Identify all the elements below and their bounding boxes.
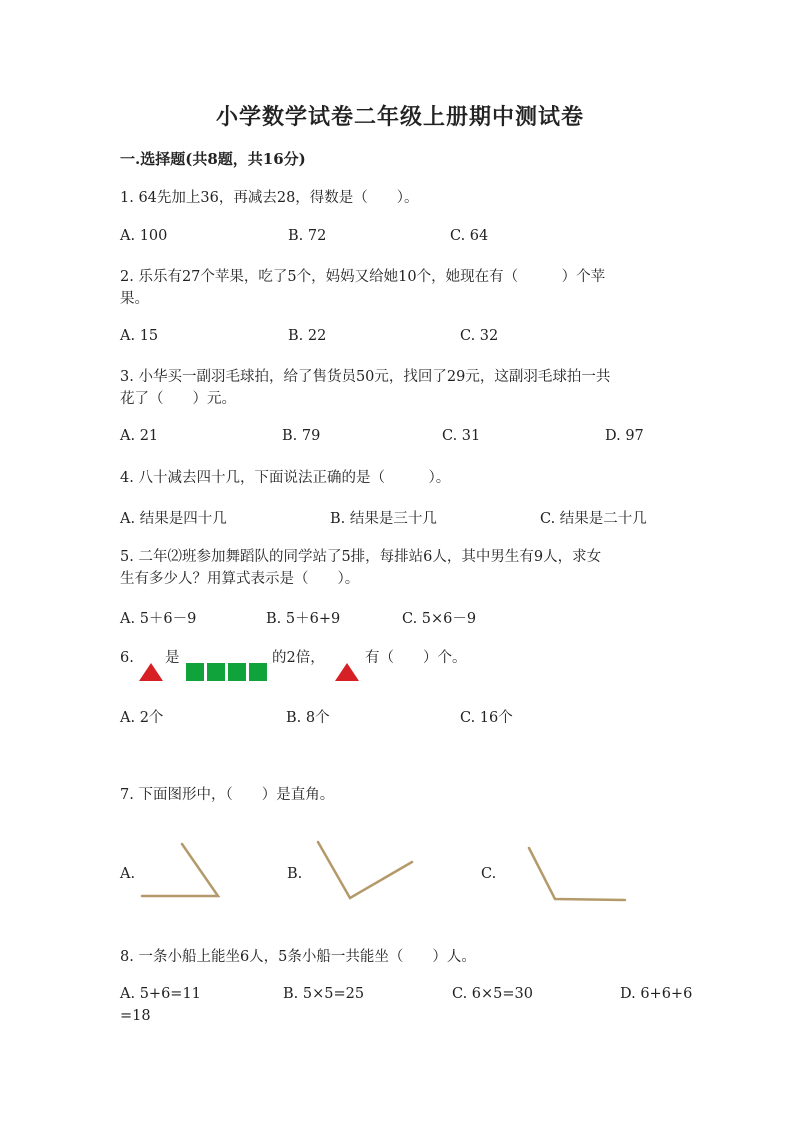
q4-option-a: A. 结果是四十几 bbox=[120, 511, 227, 527]
q8-option-b: B. 5×5=25 bbox=[283, 986, 365, 1002]
q1-option-b: B. 72 bbox=[288, 228, 327, 244]
question-4: 4. 八十减去四十几，下面说法正确的是（ ）。 bbox=[120, 470, 451, 486]
q6-option-c: C. 16个 bbox=[460, 710, 513, 726]
q8-option-a: A. 5+6=11 bbox=[120, 986, 201, 1002]
triangle-icon bbox=[139, 663, 163, 681]
q3-option-c: C. 31 bbox=[442, 428, 481, 444]
q5-option-c: C. 5×6－9 bbox=[402, 611, 477, 627]
square-icon bbox=[186, 663, 204, 681]
q2-option-b: B. 22 bbox=[288, 328, 327, 344]
question-6-has: 有（ ）个。 bbox=[365, 650, 467, 666]
q3-option-d: D. 97 bbox=[605, 428, 644, 444]
question-6-number: 6. bbox=[120, 650, 134, 666]
question-2-line-1: 2. 乐乐有27个苹果，吃了5个，妈妈又给她10个，她现在有（ ）个苹 bbox=[120, 269, 606, 285]
question-8: 8. 一条小船上能坐6人，5条小船一共能坐（ ）人。 bbox=[120, 949, 476, 965]
angle-figure-a bbox=[140, 842, 222, 902]
q2-option-c: C. 32 bbox=[460, 328, 499, 344]
square-icon bbox=[207, 663, 225, 681]
triangle-icon bbox=[335, 663, 359, 681]
angle-figure-c bbox=[527, 846, 629, 904]
q7-option-a: A. bbox=[120, 866, 136, 882]
q8-option-c: C. 6×5=30 bbox=[452, 986, 533, 1002]
q3-option-b: B. 79 bbox=[282, 428, 321, 444]
q4-option-c: C. 结果是二十几 bbox=[540, 511, 647, 527]
square-icon bbox=[228, 663, 246, 681]
q8-option-d-continued: =18 bbox=[120, 1008, 151, 1024]
q7-option-b: B. bbox=[287, 866, 303, 882]
q2-option-a: A. 15 bbox=[120, 328, 159, 344]
q6-option-b: B. 8个 bbox=[286, 710, 330, 726]
angle-figure-b bbox=[316, 840, 418, 904]
q3-option-a: A. 21 bbox=[120, 428, 159, 444]
square-icon bbox=[249, 663, 267, 681]
q5-option-a: A. 5＋6－9 bbox=[120, 611, 197, 627]
q6-option-a: A. 2个 bbox=[120, 710, 164, 726]
q1-option-c: C. 64 bbox=[450, 228, 489, 244]
q7-option-c: C. bbox=[481, 866, 497, 882]
section-heading: 一.选择题(共8题，共16分) bbox=[120, 150, 306, 168]
question-1: 1. 64先加上36，再减去28，得数是（ ）。 bbox=[120, 190, 419, 206]
question-2-line-2: 果。 bbox=[120, 291, 149, 307]
question-3-line-1: 3. 小华买一副羽毛球拍，给了售货员50元，找回了29元，这副羽毛球拍一共 bbox=[120, 369, 611, 385]
question-5-line-2: 生有多少人？用算式表示是（ ）。 bbox=[120, 571, 360, 587]
q5-option-b: B. 5＋6+9 bbox=[266, 611, 341, 627]
question-6-times: 的2倍， bbox=[272, 650, 325, 666]
q1-option-a: A. 100 bbox=[120, 228, 168, 244]
question-5-line-1: 5. 二年⑵班参加舞蹈队的同学站了5排，每排站6人，其中男生有9人，求女 bbox=[120, 549, 602, 565]
q4-option-b: B. 结果是三十几 bbox=[330, 511, 437, 527]
question-6-is: 是 bbox=[165, 650, 180, 666]
question-7: 7. 下面图形中，（ ）是直角。 bbox=[120, 787, 335, 803]
page-title: 小学数学试卷二年级上册期中测试卷 bbox=[215, 104, 584, 130]
question-3-line-2: 花了（ ）元。 bbox=[120, 391, 236, 407]
q8-option-d: D. 6+6+6 bbox=[620, 986, 693, 1002]
